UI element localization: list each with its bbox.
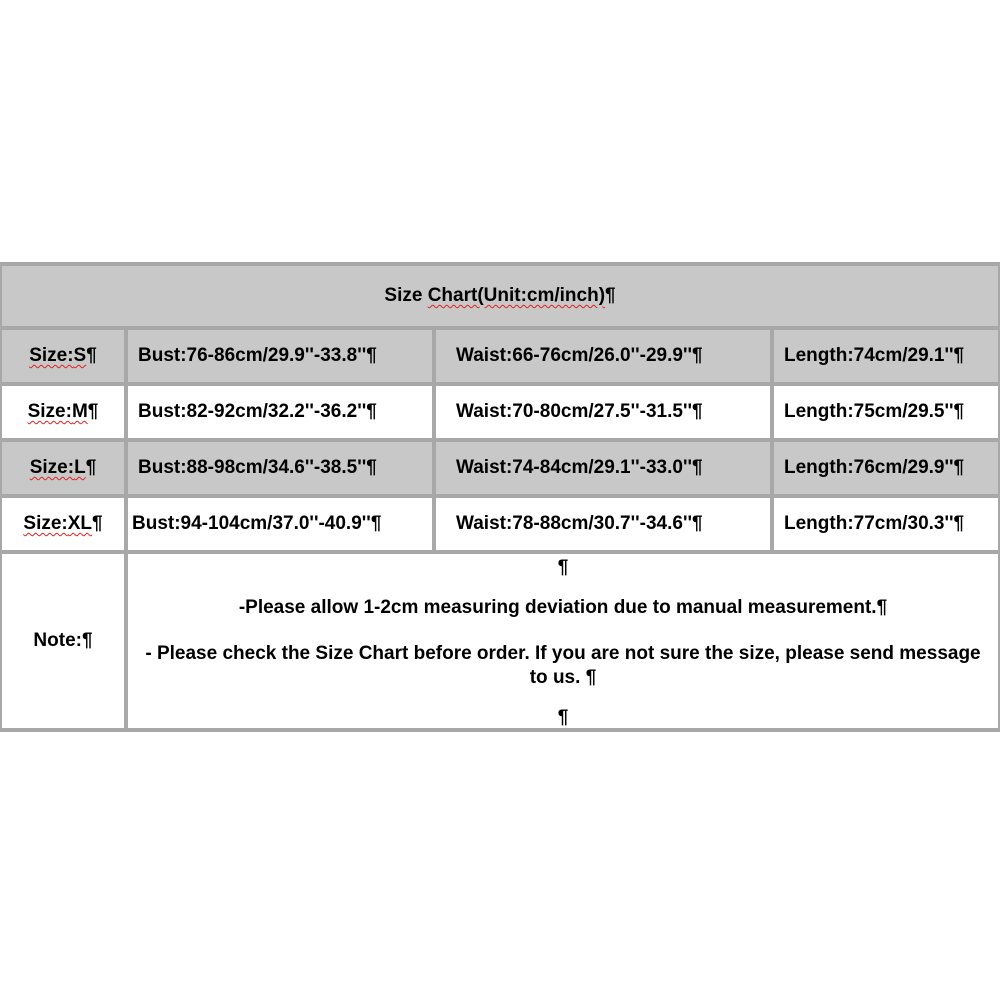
- pilcrow-mark: ¶: [953, 457, 965, 478]
- pilcrow-mark: ¶: [85, 457, 97, 478]
- size-label: Size:L: [29, 457, 86, 478]
- waist-cell-l: [434, 440, 772, 496]
- pilcrow-mark: ¶: [692, 345, 703, 366]
- length-cell-m: [772, 384, 1000, 440]
- title-prefix: Size: [384, 285, 428, 306]
- size-cell-s: [0, 328, 126, 384]
- length-cell-s: [772, 328, 1000, 384]
- pilcrow-mark: ¶: [366, 401, 377, 422]
- note-top-pilcrow: ¶: [557, 557, 569, 578]
- pilcrow-mark: ¶: [87, 401, 99, 422]
- pilcrow-mark: ¶: [81, 630, 93, 651]
- note-line-1: -Please allow 1-2cm measuring deviation due to manual measurement.¶: [238, 597, 888, 618]
- waist-value: Waist:78-88cm/30.7''-34.6'': [456, 513, 692, 534]
- note-bottom-pilcrow: ¶: [557, 707, 569, 728]
- pilcrow-mark: ¶: [370, 513, 382, 534]
- pilcrow-mark: ¶: [86, 345, 97, 366]
- bust-value: Bust:76-86cm/29.9''-33.8'': [138, 345, 367, 366]
- pilcrow-mark: ¶: [953, 345, 965, 366]
- bust-cell-l: [126, 440, 434, 496]
- waist-cell-s: [434, 328, 772, 384]
- length-value: Length:77cm/30.3'': [784, 513, 954, 534]
- length-value: Length:76cm/29.9'': [784, 457, 954, 478]
- length-cell-xl: [772, 496, 1000, 552]
- pilcrow-mark: ¶: [605, 285, 616, 306]
- bust-value: Bust:82-92cm/32.2''-36.2'': [138, 401, 367, 422]
- bust-value: Bust:94-104cm/37.0''-40.9'': [132, 513, 371, 534]
- note-content-cell: [126, 552, 1000, 730]
- note-label: Note:: [33, 630, 82, 651]
- waist-value: Waist:74-84cm/29.1''-33.0'': [456, 457, 692, 478]
- size-cell-m: [0, 384, 126, 440]
- waist-cell-xl: [434, 496, 772, 552]
- size-cell-xl: [0, 496, 126, 552]
- size-label: Size:M: [27, 401, 88, 422]
- length-value: Length:74cm/29.1'': [784, 345, 954, 366]
- note-label-cell: [0, 552, 126, 730]
- pilcrow-mark: ¶: [953, 513, 965, 534]
- pilcrow-mark: ¶: [366, 457, 377, 478]
- bust-cell-m: [126, 384, 434, 440]
- length-cell-l: [772, 440, 1000, 496]
- size-chart-table: [0, 262, 1000, 732]
- title-underlined: Chart(Unit:cm/inch): [427, 285, 606, 306]
- size-cell-l: [0, 440, 126, 496]
- length-value: Length:75cm/29.5'': [784, 401, 954, 422]
- size-label: Size:XL: [23, 513, 93, 534]
- waist-cell-m: [434, 384, 772, 440]
- pilcrow-mark: ¶: [692, 513, 703, 534]
- bust-value: Bust:88-98cm/34.6''-38.5'': [138, 457, 367, 478]
- waist-value: Waist:66-76cm/26.0''-29.9'': [456, 345, 692, 366]
- pilcrow-mark: ¶: [953, 401, 965, 422]
- pilcrow-mark: ¶: [692, 457, 703, 478]
- size-chart-title: [0, 264, 1000, 328]
- pilcrow-mark: ¶: [692, 401, 703, 422]
- bust-cell-xl: [126, 496, 434, 552]
- waist-value: Waist:70-80cm/27.5''-31.5'': [456, 401, 692, 422]
- bust-cell-s: [126, 328, 434, 384]
- size-label: Size:S: [29, 345, 87, 366]
- pilcrow-mark: ¶: [366, 345, 377, 366]
- pilcrow-mark: ¶: [92, 513, 103, 534]
- note-line-2: - Please check the Size Chart before order. If you are not sure the size, please send message to us. ¶: [145, 643, 981, 688]
